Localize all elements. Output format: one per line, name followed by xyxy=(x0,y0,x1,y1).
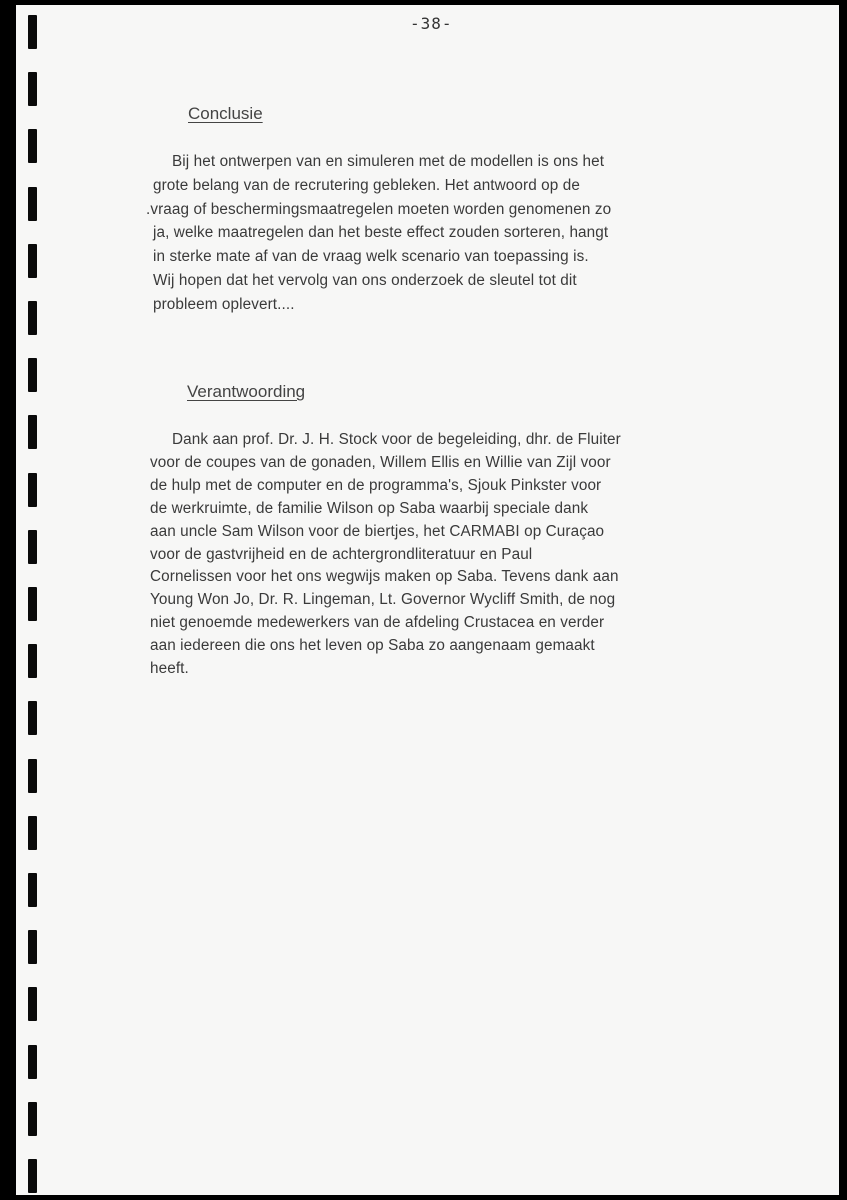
binding-hole xyxy=(28,759,37,793)
text-line: de werkruimte, de familie Wilson op Saba waarbij speciale dank xyxy=(150,499,589,517)
binding-hole xyxy=(28,473,37,507)
binding-hole xyxy=(28,816,37,850)
text-line: .vraag of beschermingsmaatregelen moeten worden genomenen zo xyxy=(146,200,612,218)
binding-hole xyxy=(28,701,37,735)
text-line: de hulp met de computer en de programma's, Sjouk Pinkster voor xyxy=(150,476,602,494)
text-line: Cornelissen voor het ons wegwijs maken op Saba. Tevens dank aan xyxy=(150,568,619,586)
heading-verantwoording: Verantwoording xyxy=(187,382,306,401)
binding-hole xyxy=(28,129,37,163)
binding-hole xyxy=(28,873,37,907)
text-line: aan uncle Sam Wilson voor de biertjes, het CARMABI op Curaçao xyxy=(150,522,605,540)
heading-conclusie: Conclusie xyxy=(188,104,263,123)
binding-hole xyxy=(28,358,37,392)
binding-hole xyxy=(28,1102,37,1136)
binding-hole xyxy=(28,244,37,278)
text-line: Dank aan prof. Dr. J. H. Stock voor de begeleiding, dhr. de Fluiter xyxy=(172,431,621,448)
text-line: voor de gastvrijheid en de achtergrondliteratuur en Paul xyxy=(150,545,533,563)
page-number: -38- xyxy=(410,14,453,33)
text-line: Bij het ontwerpen van en simuleren met de modellen is ons het xyxy=(172,153,605,170)
binding-hole xyxy=(28,987,37,1021)
binding-hole xyxy=(28,1045,37,1079)
text-line: Young Won Jo, Dr. R. Lingeman, Lt. Governor Wycliff Smith, de nog xyxy=(150,591,616,609)
binding-hole xyxy=(28,187,37,221)
binding-hole xyxy=(28,587,37,621)
binding-hole xyxy=(28,644,37,678)
binding-hole xyxy=(28,415,37,449)
binding-hole xyxy=(28,530,37,564)
binding-hole xyxy=(28,1159,37,1193)
binding-hole xyxy=(28,15,37,49)
text-line: aan iedereen die ons het leven op Saba zo aangenaam gemaakt xyxy=(150,637,595,655)
text-line: grote belang van de recrutering gebleken. Het antwoord op de xyxy=(153,176,580,194)
text-line: in sterke mate af van de vraag welk scenario van toepassing is. xyxy=(153,248,589,266)
text-line: ja, welke maatregelen dan het beste effect zouden sorteren, hangt xyxy=(153,224,609,242)
text-line: heeft. xyxy=(150,660,189,677)
text-line: Wij hopen dat het vervolg van ons onderzoek de sleutel tot dit xyxy=(153,272,577,289)
text-line: niet genoemde medewerkers van de afdeling Crustacea en verder xyxy=(150,614,605,632)
binding-hole xyxy=(28,301,37,335)
binding-hole xyxy=(28,930,37,964)
text-line: voor de coupes van de gonaden, Willem Ellis en Willie van Zijl voor xyxy=(150,453,611,471)
binding-hole xyxy=(28,72,37,106)
text-line: probleem oplevert.... xyxy=(153,295,295,313)
